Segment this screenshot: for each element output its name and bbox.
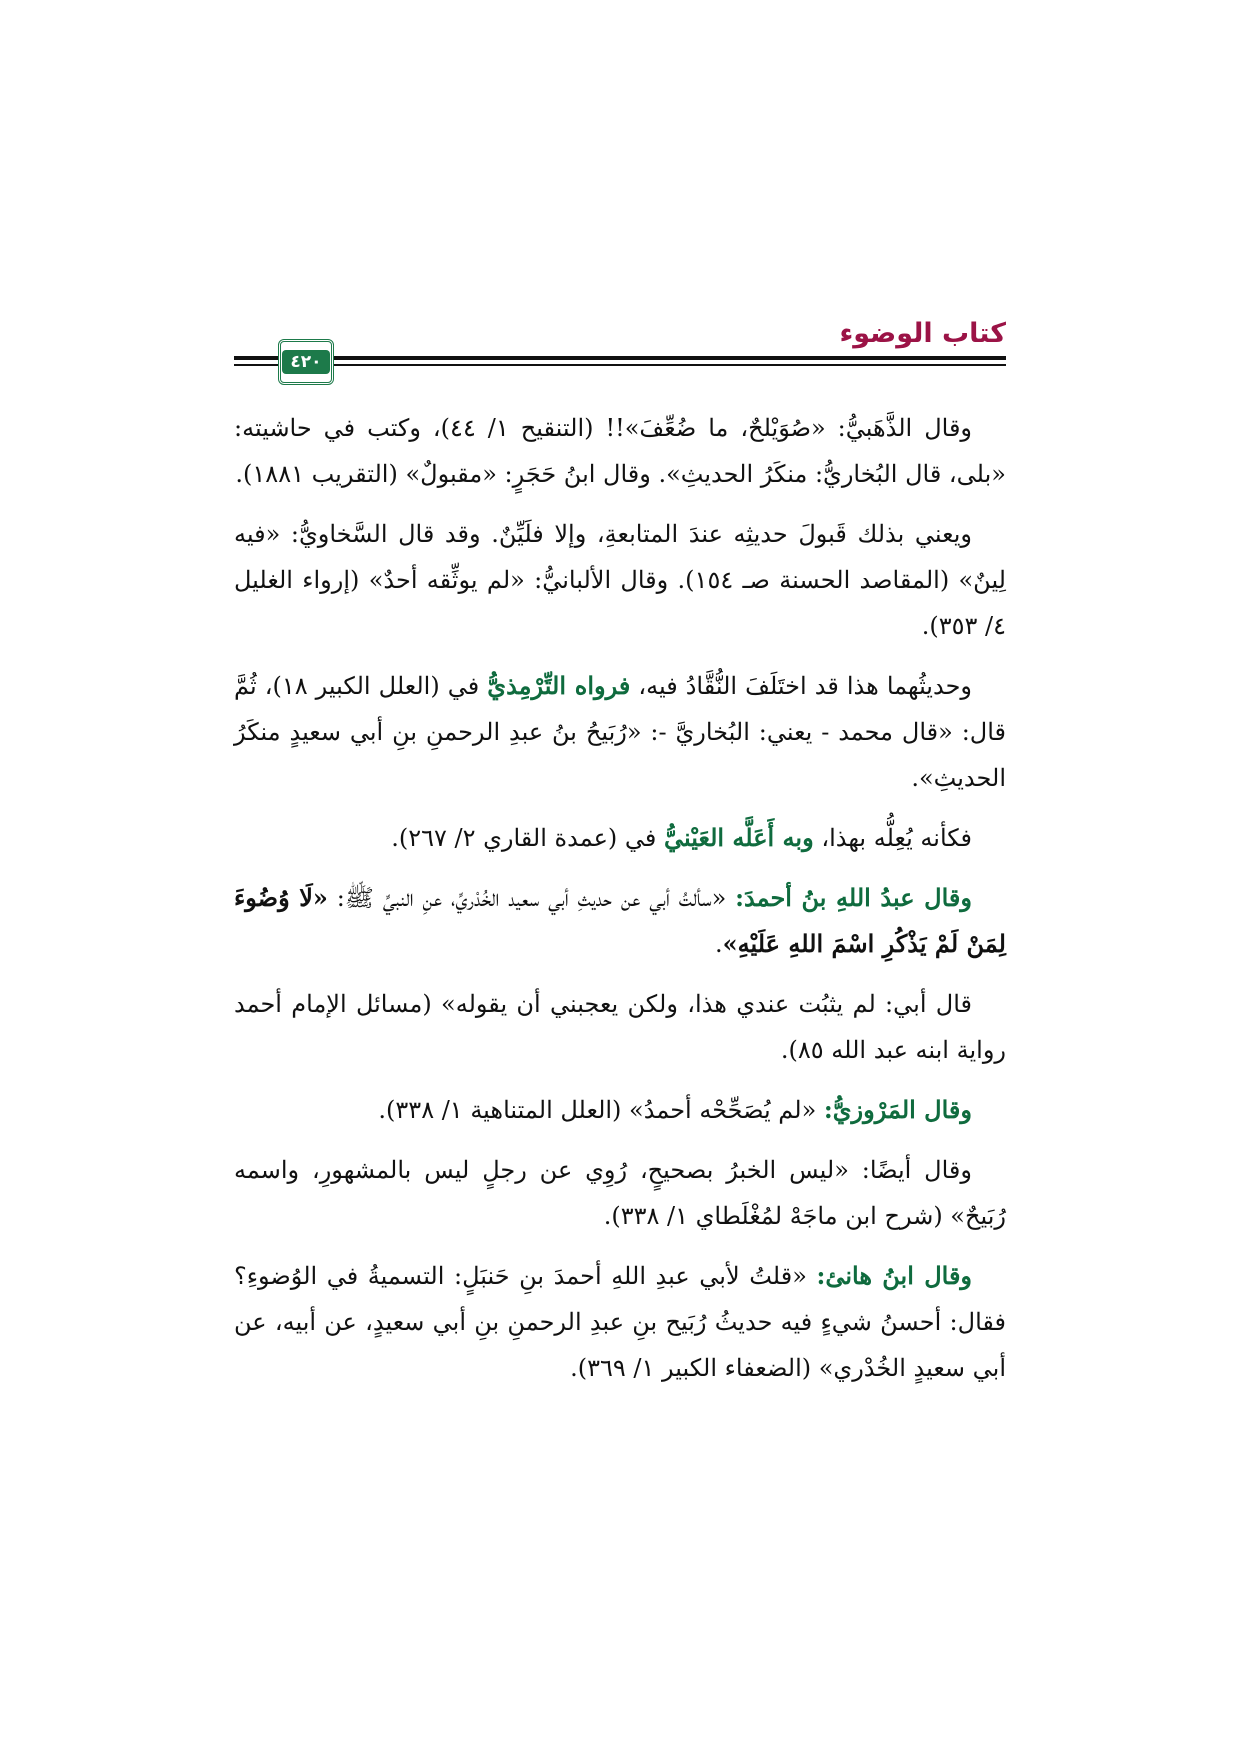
tirmidhi-highlight: فرواه التِّرْمِذيُّ — [487, 671, 631, 700]
paragraph-6 — [234, 981, 1006, 1073]
ayni-highlight: وبه أَعَلَّه العَيْنيُّ — [664, 823, 814, 852]
paragraph-5 — [234, 875, 1006, 967]
paragraph-3 — [234, 663, 1006, 801]
paragraph-4 — [234, 815, 1006, 861]
marwazi-highlight: وقال المَرْوزيُّ: — [823, 1095, 972, 1124]
paragraph-7 — [234, 1087, 1006, 1133]
page-number: ٤٢٠ — [282, 350, 329, 374]
paragraph-8-text: وقال أيضًا: «ليس الخبرُ بصحيحٍ، رُوِي عن رجلٍ ليس بالمشهورِ، واسمه رُبَيحٌ» (شرح ابن ماجَهْ لمُغْلَطاي ١/ ٣٣٨). — [234, 1156, 1006, 1230]
paragraph-8 — [234, 1147, 1006, 1239]
ibn-hani-highlight: وقال ابنُ هانئ: — [816, 1261, 973, 1290]
paragraph-4-pre: فكأنه يُعِلُّه بهذا، — [813, 824, 972, 852]
header-rule-bottom — [234, 364, 1006, 366]
page-number-badge — [278, 339, 334, 385]
paragraph-1-text: وقال الذَّهَبيُّ: «صُوَيْلحٌ، ما ضُعِّفَ»!! (التنقيح ١/ ٤٤)، وكتب في حاشيته: «بلى، قال البُخاريُّ: منكَرُ الحديثِ». وقال ابنُ حَجَرٍ: «مقبولٌ» (التقريب ١٨٨١). — [234, 414, 1006, 488]
page-body — [234, 405, 1006, 1405]
paragraph-5-post: . — [714, 930, 723, 958]
paragraph-9-post: «قلتُ لأبي عبدِ اللهِ أحمدَ بنِ حَنبَلٍ: التسميةُ في الوُضوءِ؟ فقال: أحسنُ شيءٍ فيه حديثُ رُبَيح بنِ عبدِ الرحمنِ بنِ أبي سعيدٍ، عن أبيه، عن أبي سعيدٍ الخُدْري» (الضعفاء الكبير ١/ ٣٦٩). — [234, 1262, 1006, 1382]
paragraph-5-pre: «سألتُ أبي عن حديثِ أبي سعيد الخُدْريِّ، عنِ النبيِّ ﷺ: — [327, 884, 736, 912]
running-head-title: كتاب الوضوء — [839, 318, 1006, 349]
paragraph-3-pre: وحديثُهما هذا قد اختَلَفَ النُّقَّادُ فيه، — [630, 672, 973, 700]
paragraph-3-post: في (العلل الكبير ١٨)، ثُمَّ قال: «قال محمد - يعني: البُخاريَّ -: «رُبَيحُ بنُ عبدِ الرحمنِ بنِ أبي سعيدٍ منكَرُ الحديثِ». — [234, 672, 1006, 792]
hadith-text: «لَا وُضُوءَ لِمَنْ لَمْ يَذْكُرِ اسْمَ اللهِ عَلَيْهِ» — [234, 883, 1006, 958]
paragraph-2 — [234, 511, 1006, 649]
paragraph-9 — [234, 1253, 1006, 1391]
paragraph-6-text: قال أبي: لم يثبُت عندي هذا، ولكن يعجبني أن يقوله» (مسائل الإمام أحمد رواية ابنه عبد الله ٨٥). — [234, 990, 1006, 1064]
abdullah-highlight: وقال عبدُ اللهِ بنُ أحمدَ: — [735, 883, 972, 912]
page-header — [234, 318, 1006, 388]
header-rule-top — [234, 356, 1006, 360]
paragraph-4-post: في (عمدة القاري ٢/ ٢٦٧). — [391, 824, 664, 852]
paragraph-2-text: ويعني بذلك قَبولَ حديثِه عندَ المتابعةِ، وإلا فلَيِّنٌ. وقد قال السَّخاويُّ: «فيه لِينٌ» (المقاصد الحسنة صـ ١٥٤). وقال الألبانيُّ: «لم يوثِّقه أحدٌ» (إرواء الغليل ٤/ ٣٥٣). — [234, 520, 1006, 640]
paragraph-7-post: «لم يُصَحِّحْه أحمدُ» (العلل المتناهية ١/ ٣٣٨). — [378, 1096, 824, 1124]
paragraph-1 — [234, 405, 1006, 497]
